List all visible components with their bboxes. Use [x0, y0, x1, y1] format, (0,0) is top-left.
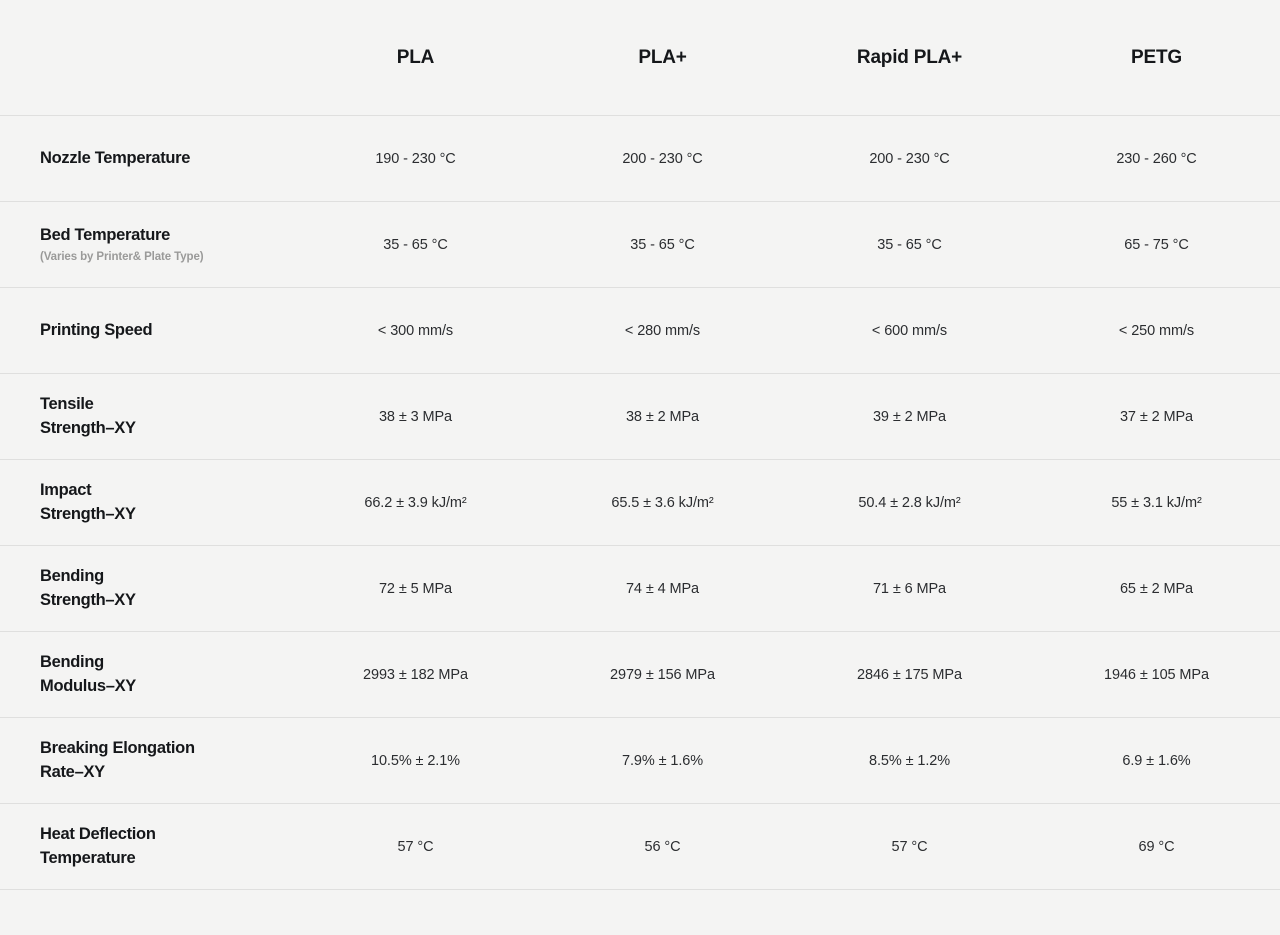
cell-value: 39 ± 2 MPa	[872, 408, 947, 425]
bottom-spacer	[0, 890, 1280, 935]
cell-value: 50.4 ± 2.8 kJ/m²	[858, 494, 961, 511]
cell-value: < 250 mm/s	[1118, 322, 1195, 339]
cell-value: 74 ± 4 MPa	[625, 580, 700, 597]
cell-value: 71 ± 6 MPa	[872, 580, 947, 597]
column-header-pla-plus: PLA+	[539, 0, 786, 116]
row-label-line-1: Bending	[40, 566, 104, 585]
cell-value: 200 - 230 °C	[869, 150, 950, 167]
cell-value: 66.2 ± 3.9 kJ/m²	[364, 494, 467, 511]
cell-value: 55 ± 3.1 kJ/m²	[1111, 494, 1202, 511]
row-label-heat-deflection-temperature	[0, 804, 292, 890]
cell-value: 37 ± 2 MPa	[1119, 408, 1194, 425]
row-label-line-1: Printing Speed	[40, 320, 153, 339]
cell-value: 35 - 65 °C	[630, 236, 695, 253]
cell-value: 1946 ± 105 MPa	[1104, 666, 1209, 683]
row-label-tensile-strength-xy	[0, 374, 292, 460]
cell-value: 35 - 65 °C	[877, 236, 942, 253]
cell-value: 2979 ± 156 MPa	[610, 666, 715, 683]
cell-value: < 280 mm/s	[624, 322, 701, 339]
table-row	[0, 632, 1280, 718]
cell-value: 10.5% ± 2.1%	[371, 752, 460, 769]
column-header-rapid-pla-plus: Rapid PLA+	[786, 0, 1033, 116]
table-row	[0, 202, 1280, 288]
cell-value: 35 - 65 °C	[383, 236, 448, 253]
cell-value: 200 - 230 °C	[622, 150, 703, 167]
table-row	[0, 288, 1280, 374]
row-label-line-2: Strength–XY	[40, 418, 136, 437]
row-label-line-2: Rate–XY	[40, 762, 105, 781]
cell-value: 57 °C	[397, 838, 434, 855]
table-row	[0, 116, 1280, 202]
row-label-line-1: Heat Deflection	[40, 824, 156, 843]
row-label-printing-speed	[0, 288, 292, 374]
table-body	[0, 116, 1280, 890]
cell-value: 57 °C	[891, 838, 928, 855]
table-header-row	[0, 0, 1280, 116]
cell-value: 2993 ± 182 MPa	[363, 666, 468, 683]
row-label-nozzle-temperature	[0, 116, 292, 202]
row-label-line-2: Modulus–XY	[40, 676, 137, 695]
row-label-bending-strength-xy	[0, 546, 292, 632]
row-label-line-2: Strength–XY	[40, 504, 136, 523]
cell-value: 8.5% ± 1.2%	[868, 752, 950, 769]
cell-value: 38 ± 2 MPa	[625, 408, 700, 425]
row-label-bending-modulus-xy	[0, 632, 292, 718]
row-label-line-1: Breaking Elongation	[40, 738, 195, 757]
row-label-line-1: Impact	[40, 480, 92, 499]
row-label-line-1: Bed Temperature	[40, 225, 170, 244]
row-label-impact-strength-xy	[0, 460, 292, 546]
table-row	[0, 718, 1280, 804]
cell-value: 65.5 ± 3.6 kJ/m²	[611, 494, 714, 511]
cell-value: 69 °C	[1138, 838, 1175, 855]
cell-value: 72 ± 5 MPa	[378, 580, 453, 597]
table-row	[0, 546, 1280, 632]
cell-value: 56 °C	[644, 838, 681, 855]
cell-value: 7.9% ± 1.6%	[621, 752, 703, 769]
cell-value: < 300 mm/s	[377, 322, 454, 339]
table-header	[0, 0, 1280, 116]
cell-value: < 600 mm/s	[871, 322, 948, 339]
cell-value: 190 - 230 °C	[375, 150, 456, 167]
row-label-bed-temperature	[0, 202, 292, 288]
table-row	[0, 460, 1280, 546]
column-header-blank	[0, 0, 292, 116]
row-label-line-2: Strength–XY	[40, 590, 136, 609]
row-label-line-2: Temperature	[40, 848, 136, 867]
cell-value: 38 ± 3 MPa	[378, 408, 453, 425]
row-label-line-1: Bending	[40, 652, 104, 671]
column-header-pla: PLA	[292, 0, 539, 116]
cell-value: 230 - 260 °C	[1116, 150, 1197, 167]
column-header-petg: PETG	[1033, 0, 1280, 116]
cell-value: 2846 ± 175 MPa	[857, 666, 962, 683]
cell-value: 6.9 ± 1.6%	[1122, 752, 1191, 769]
table-row	[0, 804, 1280, 890]
row-label-breaking-elongation-rate-xy	[0, 718, 292, 804]
row-label-line-1: Tensile	[40, 394, 94, 413]
row-label-line-1: Nozzle Temperature	[40, 148, 191, 167]
row-label-subtext: (Varies by Printer& Plate Type)	[40, 250, 204, 263]
cell-value: 65 ± 2 MPa	[1119, 580, 1194, 597]
table-row	[0, 374, 1280, 460]
cell-value: 65 - 75 °C	[1124, 236, 1189, 253]
